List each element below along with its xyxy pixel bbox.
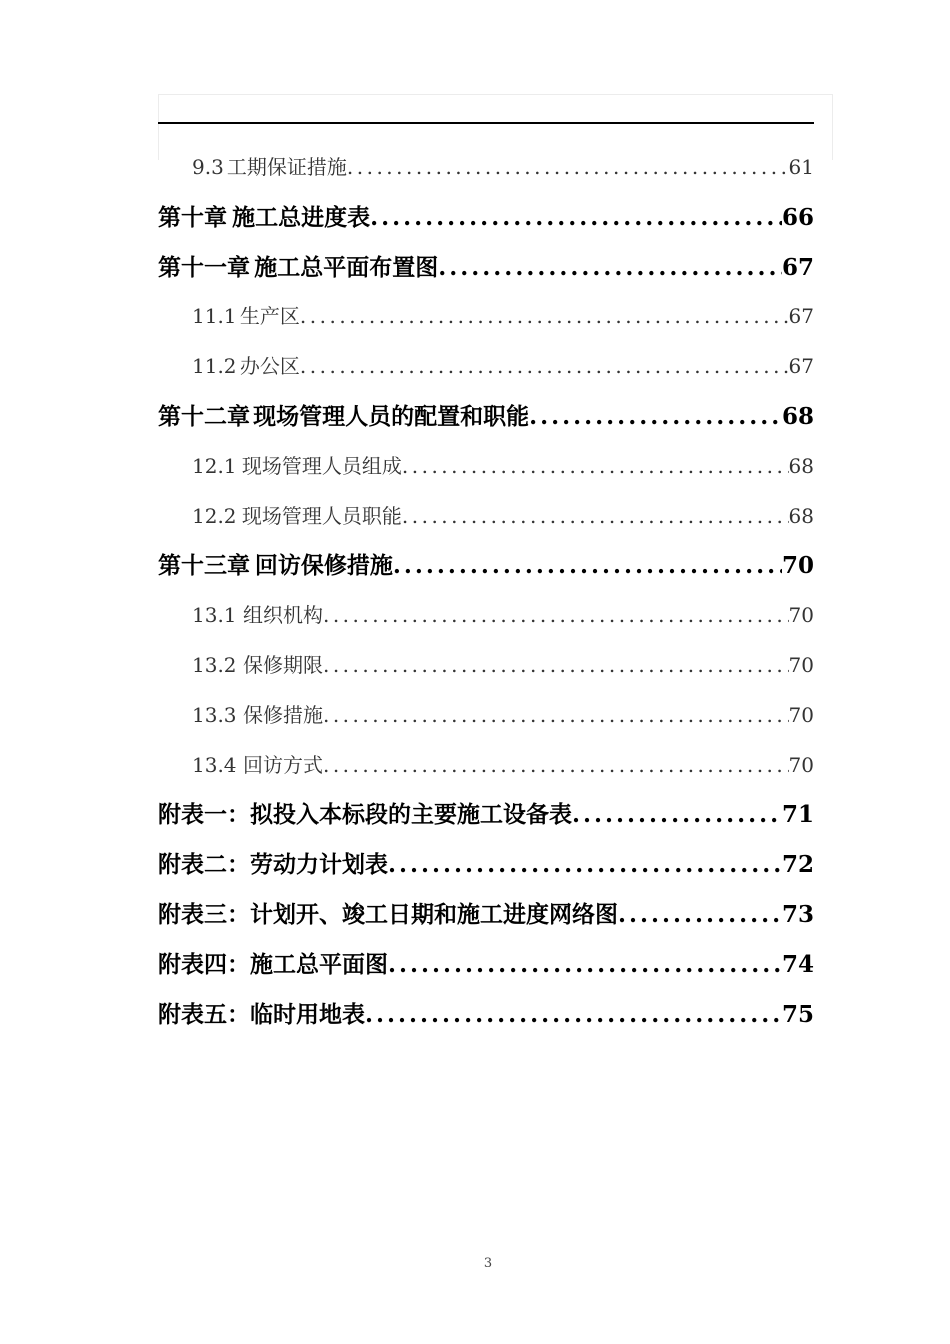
toc-dot-leader	[370, 193, 782, 243]
toc-dot-leader	[572, 790, 782, 840]
toc-entry-page: 68	[781, 402, 814, 430]
toc-entry-page: 68	[788, 453, 814, 478]
toc-entry[interactable]	[158, 442, 814, 492]
toc-entry-number: 9.3	[192, 155, 224, 179]
header-rule	[158, 122, 814, 124]
toc-entry-title: 现场管理人员的配置和职能	[253, 402, 530, 430]
toc-entry[interactable]	[158, 790, 814, 840]
toc-entry-number: 第十一章	[158, 253, 250, 281]
toc-entry-title: 保修期限	[242, 652, 323, 677]
toc-entry-number: 第十二章	[158, 402, 250, 430]
toc-entry-number: 第十三章	[158, 552, 250, 580]
toc-entry-title: 回访方式	[242, 752, 323, 777]
toc-dot-leader	[402, 442, 789, 492]
toc-entry-number: 附表三：	[158, 900, 250, 928]
toc-entry-number: 12.1	[192, 453, 237, 478]
page-number: 3	[483, 1256, 493, 1271]
toc-entry[interactable]	[158, 990, 814, 1040]
toc-dot-leader	[388, 940, 782, 990]
toc-entry-page: 73	[781, 900, 814, 928]
toc-dot-leader	[618, 890, 782, 940]
toc-dot-leader	[347, 143, 789, 193]
toc-entry-title: 施工总进度表	[232, 203, 371, 231]
toc-entry-number: 附表五：	[158, 1000, 250, 1028]
toc-entry-title: 拟投入本标段的主要施工设备表	[250, 801, 572, 829]
toc-entry[interactable]	[158, 342, 814, 392]
toc-entry-title: 组织机构	[242, 603, 323, 628]
toc-entry[interactable]	[158, 840, 814, 890]
toc-entry-number: 13.4	[192, 752, 237, 777]
toc-dot-leader	[365, 990, 782, 1040]
toc-entry-number: 附表四：	[158, 950, 250, 978]
toc-entry-number: 13.2	[192, 652, 237, 677]
toc-entry-page: 67	[781, 253, 814, 281]
toc-entry[interactable]	[158, 691, 814, 741]
toc-dot-leader	[300, 292, 789, 342]
toc-entry-title: 现场管理人员组成	[241, 453, 402, 478]
toc-dot-leader	[323, 641, 789, 691]
toc-entry-page: 61	[788, 155, 814, 179]
toc-dot-leader	[438, 243, 782, 293]
toc-entry-page: 68	[788, 503, 814, 528]
table-of-contents	[158, 143, 814, 1039]
toc-entry-page: 71	[781, 801, 814, 829]
toc-entry-number: 13.1	[192, 603, 237, 628]
toc-entry[interactable]	[158, 193, 814, 243]
toc-entry-title: 施工总平面布置图	[254, 253, 439, 281]
toc-entry-page: 66	[781, 203, 814, 231]
toc-dot-leader	[393, 541, 782, 591]
toc-entry-title: 临时用地表	[250, 1000, 365, 1028]
toc-entry[interactable]	[158, 143, 814, 193]
toc-dot-leader	[323, 741, 789, 791]
toc-entry-number: 附表一：	[158, 801, 250, 829]
toc-entry-page: 75	[781, 1000, 814, 1028]
toc-entry-page: 72	[781, 851, 814, 879]
toc-entry-number: 第十章	[158, 203, 227, 231]
toc-entry-title: 工期保证措施	[226, 155, 347, 179]
toc-entry[interactable]	[158, 243, 814, 293]
toc-entry-page: 70	[788, 603, 814, 628]
toc-entry-title: 劳动力计划表	[250, 851, 388, 879]
toc-entry-number: 附表二：	[158, 851, 250, 879]
toc-entry[interactable]	[158, 741, 814, 791]
toc-entry-title: 计划开、竣工日期和施工进度网络图	[250, 900, 618, 928]
toc-dot-leader	[402, 492, 789, 542]
toc-entry-page: 74	[781, 950, 814, 978]
toc-entry-title: 保修措施	[242, 702, 323, 727]
toc-dot-leader	[529, 392, 782, 442]
toc-entry[interactable]	[158, 392, 814, 442]
toc-dot-leader	[388, 840, 782, 890]
toc-entry[interactable]	[158, 492, 814, 542]
toc-entry-title: 现场管理人员职能	[241, 503, 402, 528]
toc-dot-leader	[323, 591, 789, 641]
toc-entry[interactable]	[158, 641, 814, 691]
toc-entry-title: 回访保修措施	[254, 552, 393, 580]
toc-entry-number: 12.2	[192, 503, 237, 528]
toc-entry-title: 施工总平面图	[250, 950, 388, 978]
toc-entry-page: 70	[788, 752, 814, 777]
toc-entry-number: 13.3	[192, 702, 237, 727]
toc-entry[interactable]	[158, 940, 814, 990]
toc-entry-number: 11.2	[192, 354, 237, 379]
toc-entry-title: 生产区	[239, 304, 300, 329]
toc-entry-number: 11.1	[192, 304, 237, 329]
toc-entry-page: 67	[788, 354, 814, 379]
toc-entry-title: 办公区	[239, 354, 300, 379]
toc-entry-page: 70	[781, 552, 814, 580]
toc-entry[interactable]	[158, 292, 814, 342]
toc-entry[interactable]	[158, 591, 814, 641]
toc-entry-page: 67	[788, 304, 814, 329]
toc-entry-page: 70	[788, 702, 814, 727]
toc-dot-leader	[300, 342, 789, 392]
toc-entry[interactable]	[158, 890, 814, 940]
toc-entry-page: 70	[788, 652, 814, 677]
toc-entry[interactable]	[158, 541, 814, 591]
toc-dot-leader	[323, 691, 789, 741]
